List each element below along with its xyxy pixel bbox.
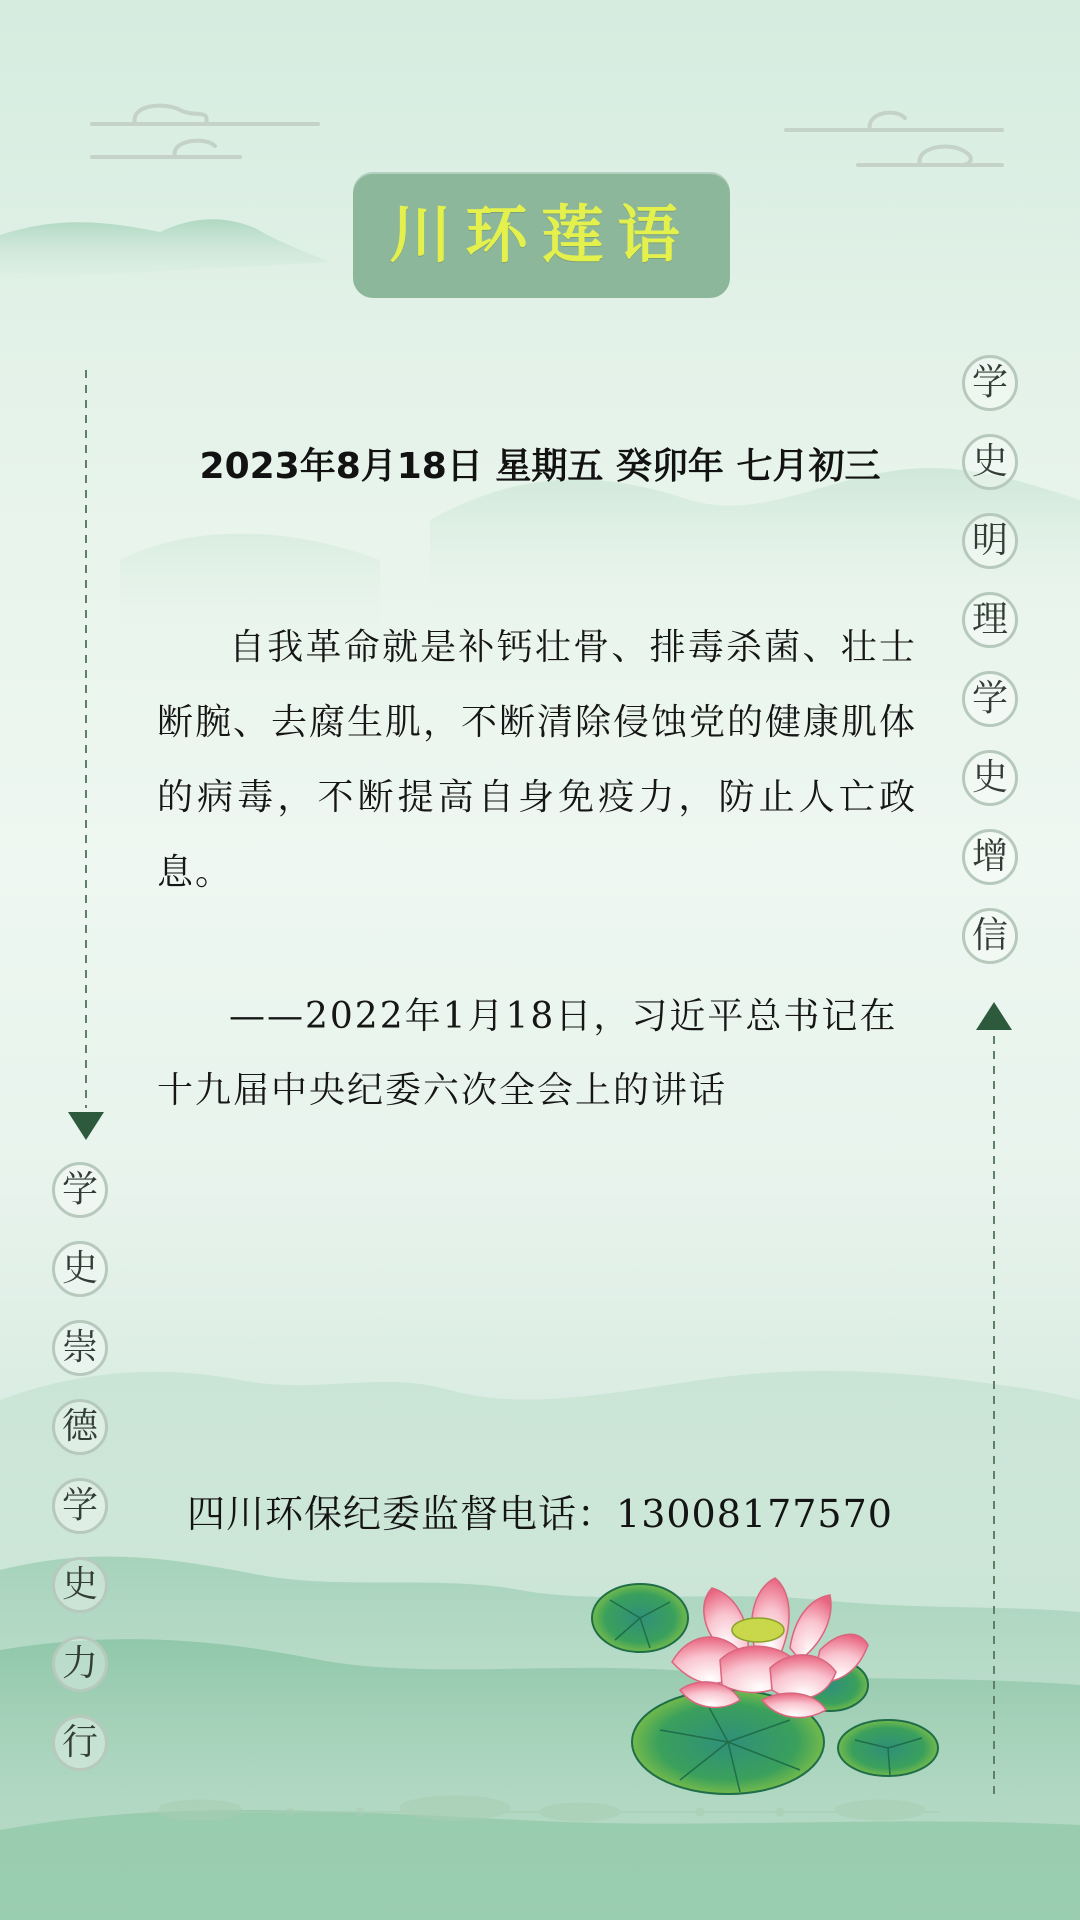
slogan-char: 理 — [962, 592, 1018, 648]
left-slogan-column — [52, 1162, 114, 1794]
slogan-char: 行 — [52, 1715, 108, 1771]
triangle-down-icon — [68, 1112, 104, 1140]
slogan-char: 力 — [52, 1636, 108, 1692]
slogan-char: 史 — [962, 750, 1018, 806]
slogan-char: 崇 — [52, 1320, 108, 1376]
quote-source: ——2022年1月18日，习近平总书记在十九届中央纪委六次全会上的讲话 — [157, 996, 898, 1111]
hotline-text: 四川环保纪委监督电话：13008177570 — [187, 1492, 893, 1536]
slogan-char: 明 — [962, 513, 1018, 569]
slogan-char: 史 — [962, 434, 1018, 490]
slogan-char: 史 — [52, 1557, 108, 1613]
slogan-char: 学 — [52, 1162, 108, 1218]
slogan-char: 学 — [962, 671, 1018, 727]
slogan-char: 德 — [52, 1399, 108, 1455]
title-banner — [353, 172, 730, 298]
page-title: 川环莲语 — [389, 198, 694, 271]
quote-text: 自我革命就是补钙壮骨、排毒杀菌、壮士断腕、去腐生肌，不断清除侵蚀党的健康肌体的病毒，不断提高自身免疫力，防止人亡政息。 — [157, 627, 918, 893]
slogan-char: 学 — [962, 355, 1018, 411]
slogan-char: 信 — [962, 908, 1018, 964]
triangle-up-icon — [976, 1002, 1012, 1030]
slogan-char: 学 — [52, 1478, 108, 1534]
date-line: 2023年8月18日 星期五 癸卯年 七月初三 — [199, 446, 881, 487]
slogan-char: 史 — [52, 1241, 108, 1297]
slogan-char: 增 — [962, 829, 1018, 885]
right-slogan-column — [962, 355, 1024, 987]
